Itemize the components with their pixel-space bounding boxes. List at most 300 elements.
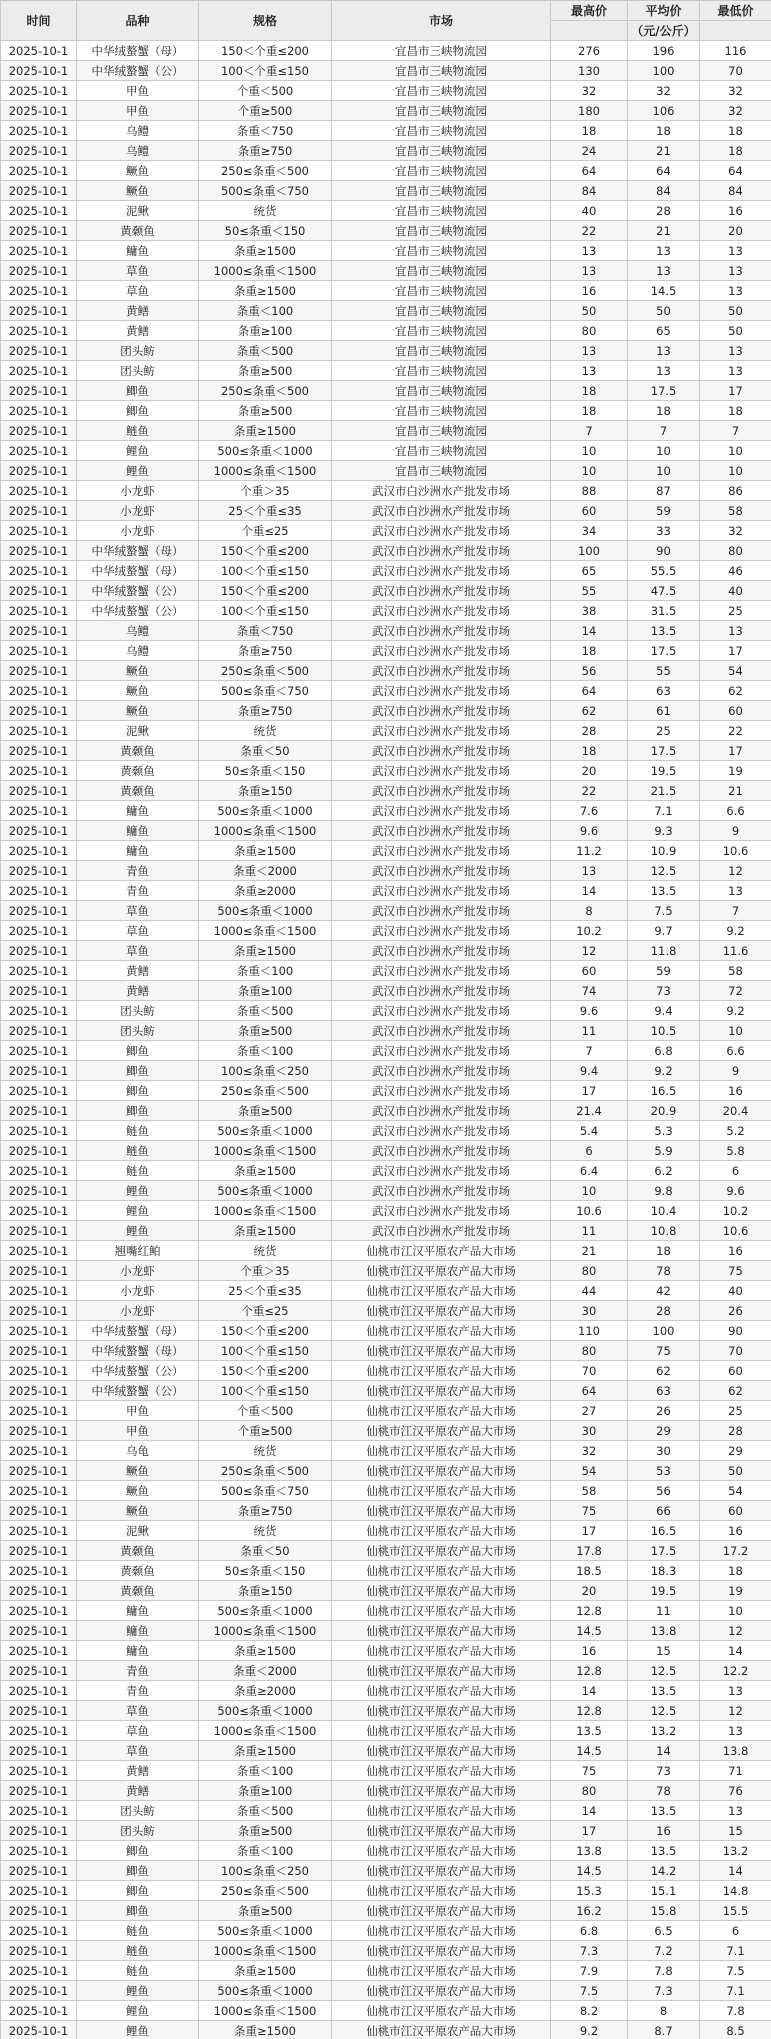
cell-avg: 13.5 [628, 621, 700, 641]
cell-min: 25 [700, 1401, 771, 1421]
cell-max: 276 [551, 41, 628, 61]
cell-market: 武汉市白沙洲水产批发市场 [332, 481, 551, 501]
cell-spec: 条重≥1500 [199, 1641, 332, 1661]
cell-market: 宜昌市三峡物流园 [332, 81, 551, 101]
cell-time: 2025-10-1 [1, 501, 77, 521]
cell-market: 武汉市白沙洲水产批发市场 [332, 861, 551, 881]
table-row [1, 801, 771, 821]
cell-max: 65 [551, 561, 628, 581]
cell-variety: 小龙虾 [77, 481, 199, 501]
cell-spec: 250≤条重＜500 [199, 1081, 332, 1101]
cell-min: 25 [700, 601, 771, 621]
cell-avg: 84 [628, 181, 700, 201]
cell-spec: 1000≤条重＜1500 [199, 461, 332, 481]
cell-time: 2025-10-1 [1, 1001, 77, 1021]
cell-max: 7.9 [551, 1961, 628, 1981]
table-row [1, 1281, 771, 1301]
cell-min: 17 [700, 641, 771, 661]
cell-max: 88 [551, 481, 628, 501]
cell-spec: 个重＞35 [199, 481, 332, 501]
table-row [1, 1981, 771, 2001]
cell-variety: 黄鳝 [77, 961, 199, 981]
cell-min: 10.6 [700, 841, 771, 861]
cell-variety: 中华绒螯蟹（母） [77, 41, 199, 61]
cell-time: 2025-10-1 [1, 1821, 77, 1841]
table-row [1, 221, 771, 241]
table-row [1, 1381, 771, 1401]
cell-avg: 13.8 [628, 1621, 700, 1641]
cell-max: 9.6 [551, 1001, 628, 1021]
table-row [1, 1721, 771, 1741]
cell-avg: 10.9 [628, 841, 700, 861]
cell-avg: 73 [628, 981, 700, 1001]
table-row [1, 281, 771, 301]
table-row [1, 1821, 771, 1841]
cell-max: 13.8 [551, 1841, 628, 1861]
cell-spec: 统货 [199, 1241, 332, 1261]
table-row [1, 1801, 771, 1821]
table-row [1, 521, 771, 541]
table-row [1, 1161, 771, 1181]
table-row [1, 1241, 771, 1261]
cell-market: 武汉市白沙洲水产批发市场 [332, 941, 551, 961]
cell-time: 2025-10-1 [1, 1461, 77, 1481]
cell-avg: 21 [628, 141, 700, 161]
cell-time: 2025-10-1 [1, 2001, 77, 2021]
cell-market: 武汉市白沙洲水产批发市场 [332, 541, 551, 561]
cell-max: 24 [551, 141, 628, 161]
cell-market: 宜昌市三峡物流园 [332, 121, 551, 141]
cell-min: 13.8 [700, 1741, 771, 1761]
cell-spec: 250≤条重＜500 [199, 161, 332, 181]
cell-variety: 鲢鱼 [77, 1161, 199, 1181]
cell-time: 2025-10-1 [1, 361, 77, 381]
table-row [1, 1561, 771, 1581]
cell-market: 武汉市白沙洲水产批发市场 [332, 1021, 551, 1041]
cell-max: 80 [551, 1341, 628, 1361]
cell-market: 仙桃市江汉平原农产品大市场 [332, 1601, 551, 1621]
cell-time: 2025-10-1 [1, 1201, 77, 1221]
cell-avg: 18.3 [628, 1561, 700, 1581]
cell-max: 10.6 [551, 1201, 628, 1221]
cell-time: 2025-10-1 [1, 521, 77, 541]
cell-time: 2025-10-1 [1, 1301, 77, 1321]
table-row [1, 1041, 771, 1061]
cell-max: 10 [551, 441, 628, 461]
cell-spec: 条重≥2000 [199, 1681, 332, 1701]
cell-variety: 黄颡鱼 [77, 781, 199, 801]
col-header-avg: 平均价 [628, 1, 700, 21]
cell-avg: 28 [628, 201, 700, 221]
cell-min: 16 [700, 1521, 771, 1541]
cell-max: 14 [551, 1681, 628, 1701]
table-row [1, 1521, 771, 1541]
cell-max: 17 [551, 1821, 628, 1841]
cell-market: 仙桃市江汉平原农产品大市场 [332, 1941, 551, 1961]
table-row [1, 1941, 771, 1961]
table-row [1, 781, 771, 801]
cell-variety: 甲鱼 [77, 101, 199, 121]
cell-avg: 56 [628, 1481, 700, 1501]
cell-max: 12.8 [551, 1661, 628, 1681]
cell-variety: 青鱼 [77, 1681, 199, 1701]
cell-time: 2025-10-1 [1, 1161, 77, 1181]
cell-time: 2025-10-1 [1, 221, 77, 241]
cell-max: 64 [551, 681, 628, 701]
cell-min: 72 [700, 981, 771, 1001]
cell-max: 6.8 [551, 1921, 628, 1941]
cell-time: 2025-10-1 [1, 401, 77, 421]
cell-variety: 鲫鱼 [77, 1081, 199, 1101]
cell-min: 20.4 [700, 1101, 771, 1121]
cell-avg: 90 [628, 541, 700, 561]
cell-spec: 条重≥1500 [199, 421, 332, 441]
cell-variety: 草鱼 [77, 1741, 199, 1761]
table-row [1, 441, 771, 461]
cell-spec: 个重≤25 [199, 521, 332, 541]
cell-max: 80 [551, 1781, 628, 1801]
cell-variety: 黄鳝 [77, 1761, 199, 1781]
table-row [1, 1861, 771, 1881]
table-row [1, 1341, 771, 1361]
cell-variety: 中华绒螯蟹（公） [77, 1361, 199, 1381]
cell-spec: 100＜个重≤150 [199, 61, 332, 81]
cell-time: 2025-10-1 [1, 1381, 77, 1401]
cell-time: 2025-10-1 [1, 881, 77, 901]
cell-min: 15.5 [700, 1901, 771, 1921]
cell-max: 15.3 [551, 1881, 628, 1901]
cell-avg: 9.7 [628, 921, 700, 941]
table-row [1, 261, 771, 281]
cell-market: 武汉市白沙洲水产批发市场 [332, 681, 551, 701]
cell-max: 6 [551, 1141, 628, 1161]
cell-time: 2025-10-1 [1, 2021, 77, 2039]
cell-time: 2025-10-1 [1, 561, 77, 581]
cell-time: 2025-10-1 [1, 381, 77, 401]
cell-max: 7.6 [551, 801, 628, 821]
header-row-1 [1, 1, 771, 21]
cell-variety: 中华绒螯蟹（母） [77, 1321, 199, 1341]
cell-market: 武汉市白沙洲水产批发市场 [332, 741, 551, 761]
cell-spec: 条重≥1500 [199, 841, 332, 861]
cell-avg: 7.5 [628, 901, 700, 921]
cell-market: 仙桃市江汉平原农产品大市场 [332, 1861, 551, 1881]
cell-spec: 条重≥100 [199, 321, 332, 341]
cell-market: 宜昌市三峡物流园 [332, 61, 551, 81]
cell-market: 武汉市白沙洲水产批发市场 [332, 881, 551, 901]
cell-max: 17 [551, 1081, 628, 1101]
table-row [1, 941, 771, 961]
cell-min: 75 [700, 1261, 771, 1281]
cell-variety: 鲤鱼 [77, 1181, 199, 1201]
cell-market: 仙桃市江汉平原农产品大市场 [332, 1981, 551, 2001]
cell-time: 2025-10-1 [1, 341, 77, 361]
cell-min: 18 [700, 401, 771, 421]
cell-min: 9 [700, 821, 771, 841]
cell-spec: 条重＜500 [199, 1801, 332, 1821]
cell-min: 70 [700, 61, 771, 81]
cell-spec: 条重＜100 [199, 1761, 332, 1781]
cell-time: 2025-10-1 [1, 1361, 77, 1381]
cell-market: 仙桃市江汉平原农产品大市场 [332, 1881, 551, 1901]
cell-spec: 条重＜750 [199, 621, 332, 641]
cell-max: 18 [551, 401, 628, 421]
cell-min: 19 [700, 761, 771, 781]
cell-variety: 团头鲂 [77, 1801, 199, 1821]
cell-market: 宜昌市三峡物流园 [332, 441, 551, 461]
cell-time: 2025-10-1 [1, 61, 77, 81]
table-row [1, 381, 771, 401]
cell-variety: 鲤鱼 [77, 2001, 199, 2021]
cell-spec: 1000≤条重＜1500 [199, 1941, 332, 1961]
cell-market: 宜昌市三峡物流园 [332, 321, 551, 341]
cell-time: 2025-10-1 [1, 621, 77, 641]
cell-min: 10 [700, 1021, 771, 1041]
table-row [1, 681, 771, 701]
cell-max: 21 [551, 1241, 628, 1261]
cell-max: 8 [551, 901, 628, 921]
cell-min: 12.2 [700, 1661, 771, 1681]
cell-avg: 13.2 [628, 1721, 700, 1741]
cell-spec: 条重＜500 [199, 1001, 332, 1021]
cell-market: 武汉市白沙洲水产批发市场 [332, 961, 551, 981]
cell-market: 武汉市白沙洲水产批发市场 [332, 821, 551, 841]
cell-max: 6.4 [551, 1161, 628, 1181]
cell-variety: 鳙鱼 [77, 1621, 199, 1641]
cell-min: 46 [700, 561, 771, 581]
cell-spec: 条重≥500 [199, 361, 332, 381]
cell-market: 宜昌市三峡物流园 [332, 101, 551, 121]
cell-variety: 中华绒螯蟹（母） [77, 1341, 199, 1361]
cell-variety: 鲤鱼 [77, 441, 199, 461]
cell-spec: 条重＜50 [199, 741, 332, 761]
cell-time: 2025-10-1 [1, 1961, 77, 1981]
cell-market: 武汉市白沙洲水产批发市场 [332, 1081, 551, 1101]
cell-avg: 17.5 [628, 1541, 700, 1561]
cell-max: 62 [551, 701, 628, 721]
cell-avg: 196 [628, 41, 700, 61]
cell-variety: 鳜鱼 [77, 161, 199, 181]
cell-market: 仙桃市江汉平原农产品大市场 [332, 1701, 551, 1721]
cell-min: 10.2 [700, 1201, 771, 1221]
cell-avg: 9.3 [628, 821, 700, 841]
cell-spec: 500≤条重＜1000 [199, 1121, 332, 1141]
cell-spec: 条重≥500 [199, 401, 332, 421]
cell-time: 2025-10-1 [1, 541, 77, 561]
cell-market: 武汉市白沙洲水产批发市场 [332, 1141, 551, 1161]
cell-min: 60 [700, 701, 771, 721]
table-row [1, 721, 771, 741]
table-row [1, 1681, 771, 1701]
cell-avg: 75 [628, 1341, 700, 1361]
cell-variety: 中华绒螯蟹（公） [77, 601, 199, 621]
cell-avg: 61 [628, 701, 700, 721]
cell-avg: 6.8 [628, 1041, 700, 1061]
cell-time: 2025-10-1 [1, 141, 77, 161]
cell-max: 110 [551, 1321, 628, 1341]
cell-variety: 鲤鱼 [77, 2021, 199, 2039]
cell-max: 74 [551, 981, 628, 1001]
cell-avg: 7.8 [628, 1961, 700, 1981]
cell-spec: 100＜个重≤150 [199, 1381, 332, 1401]
cell-min: 17 [700, 381, 771, 401]
table-row [1, 1921, 771, 1941]
cell-variety: 鲢鱼 [77, 1121, 199, 1141]
cell-market: 宜昌市三峡物流园 [332, 341, 551, 361]
cell-variety: 鳙鱼 [77, 1641, 199, 1661]
cell-time: 2025-10-1 [1, 981, 77, 1001]
cell-time: 2025-10-1 [1, 1881, 77, 1901]
cell-min: 13 [700, 621, 771, 641]
cell-max: 14 [551, 1801, 628, 1821]
cell-spec: 统货 [199, 721, 332, 741]
cell-market: 仙桃市江汉平原农产品大市场 [332, 1381, 551, 1401]
cell-spec: 条重≥2000 [199, 881, 332, 901]
cell-spec: 条重≥500 [199, 1101, 332, 1121]
cell-avg: 31.5 [628, 601, 700, 621]
cell-min: 7 [700, 901, 771, 921]
cell-avg: 14.5 [628, 281, 700, 301]
cell-min: 84 [700, 181, 771, 201]
cell-variety: 中华绒螯蟹（母） [77, 541, 199, 561]
cell-min: 5.2 [700, 1121, 771, 1141]
cell-variety: 鳜鱼 [77, 1501, 199, 1521]
cell-spec: 150＜个重≤200 [199, 1321, 332, 1341]
cell-min: 18 [700, 1561, 771, 1581]
cell-spec: 150＜个重≤200 [199, 1361, 332, 1381]
cell-spec: 条重≥1500 [199, 1161, 332, 1181]
cell-variety: 中华绒螯蟹（公） [77, 581, 199, 601]
cell-min: 50 [700, 321, 771, 341]
cell-spec: 100≤条重＜250 [199, 1861, 332, 1881]
cell-time: 2025-10-1 [1, 1661, 77, 1681]
cell-spec: 100≤条重＜250 [199, 1061, 332, 1081]
cell-avg: 21 [628, 221, 700, 241]
cell-market: 武汉市白沙洲水产批发市场 [332, 1221, 551, 1241]
cell-spec: 统货 [199, 1521, 332, 1541]
table-row [1, 1401, 771, 1421]
table-row [1, 2001, 771, 2021]
cell-time: 2025-10-1 [1, 941, 77, 961]
table-row [1, 41, 771, 61]
cell-variety: 黄颡鱼 [77, 741, 199, 761]
cell-market: 仙桃市江汉平原农产品大市场 [332, 1501, 551, 1521]
cell-variety: 青鱼 [77, 861, 199, 881]
cell-spec: 1000≤条重＜1500 [199, 1141, 332, 1161]
cell-min: 7 [700, 421, 771, 441]
cell-avg: 7.1 [628, 801, 700, 821]
cell-time: 2025-10-1 [1, 1921, 77, 1941]
cell-market: 武汉市白沙洲水产批发市场 [332, 581, 551, 601]
cell-avg: 10.5 [628, 1021, 700, 1041]
cell-market: 宜昌市三峡物流园 [332, 461, 551, 481]
cell-avg: 18 [628, 1241, 700, 1261]
cell-max: 13 [551, 241, 628, 261]
cell-max: 7.5 [551, 1981, 628, 2001]
cell-max: 30 [551, 1421, 628, 1441]
cell-max: 58 [551, 1481, 628, 1501]
table-row [1, 181, 771, 201]
cell-time: 2025-10-1 [1, 1601, 77, 1621]
cell-avg: 63 [628, 681, 700, 701]
cell-spec: 1000≤条重＜1500 [199, 1201, 332, 1221]
cell-min: 20 [700, 221, 771, 241]
cell-spec: 条重≥500 [199, 1901, 332, 1921]
cell-min: 16 [700, 201, 771, 221]
col-header-max: 最高价 [551, 1, 628, 21]
cell-spec: 500≤条重＜750 [199, 681, 332, 701]
cell-avg: 29 [628, 1421, 700, 1441]
cell-avg: 25 [628, 721, 700, 741]
cell-avg: 13 [628, 241, 700, 261]
cell-spec: 条重≥1500 [199, 1961, 332, 1981]
cell-avg: 55 [628, 661, 700, 681]
cell-avg: 8.7 [628, 2021, 700, 2039]
cell-market: 宜昌市三峡物流园 [332, 261, 551, 281]
cell-max: 130 [551, 61, 628, 81]
cell-spec: 100＜个重≤150 [199, 561, 332, 581]
table-row [1, 621, 771, 641]
cell-variety: 鳙鱼 [77, 841, 199, 861]
cell-variety: 中华绒螯蟹（公） [77, 1381, 199, 1401]
cell-max: 20 [551, 761, 628, 781]
cell-variety: 鲢鱼 [77, 1941, 199, 1961]
cell-avg: 65 [628, 321, 700, 341]
cell-avg: 64 [628, 161, 700, 181]
cell-time: 2025-10-1 [1, 441, 77, 461]
cell-market: 武汉市白沙洲水产批发市场 [332, 981, 551, 1001]
cell-max: 44 [551, 1281, 628, 1301]
cell-time: 2025-10-1 [1, 1081, 77, 1101]
cell-time: 2025-10-1 [1, 1841, 77, 1861]
cell-max: 11 [551, 1021, 628, 1041]
cell-time: 2025-10-1 [1, 1021, 77, 1041]
cell-time: 2025-10-1 [1, 861, 77, 881]
cell-max: 22 [551, 781, 628, 801]
cell-variety: 鲤鱼 [77, 1981, 199, 2001]
col-header-time: 时间 [1, 1, 77, 41]
cell-min: 13 [700, 261, 771, 281]
table-row [1, 481, 771, 501]
cell-min: 13 [700, 1681, 771, 1701]
cell-market: 武汉市白沙洲水产批发市场 [332, 701, 551, 721]
cell-avg: 50 [628, 301, 700, 321]
cell-variety: 鳙鱼 [77, 241, 199, 261]
cell-spec: 250≤条重＜500 [199, 381, 332, 401]
cell-avg: 15 [628, 1641, 700, 1661]
cell-market: 武汉市白沙洲水产批发市场 [332, 841, 551, 861]
table-row [1, 821, 771, 841]
cell-max: 27 [551, 1401, 628, 1421]
cell-min: 6.6 [700, 801, 771, 821]
cell-max: 70 [551, 1361, 628, 1381]
cell-avg: 7.3 [628, 1981, 700, 2001]
cell-time: 2025-10-1 [1, 1501, 77, 1521]
cell-max: 55 [551, 581, 628, 601]
cell-min: 10 [700, 1601, 771, 1621]
cell-time: 2025-10-1 [1, 181, 77, 201]
cell-min: 12 [700, 1621, 771, 1641]
cell-max: 16 [551, 1641, 628, 1661]
cell-time: 2025-10-1 [1, 1621, 77, 1641]
table-row [1, 401, 771, 421]
cell-variety: 鲢鱼 [77, 1961, 199, 1981]
cell-market: 武汉市白沙洲水产批发市场 [332, 661, 551, 681]
cell-min: 70 [700, 1341, 771, 1361]
cell-avg: 66 [628, 1501, 700, 1521]
cell-max: 54 [551, 1461, 628, 1481]
cell-time: 2025-10-1 [1, 121, 77, 141]
